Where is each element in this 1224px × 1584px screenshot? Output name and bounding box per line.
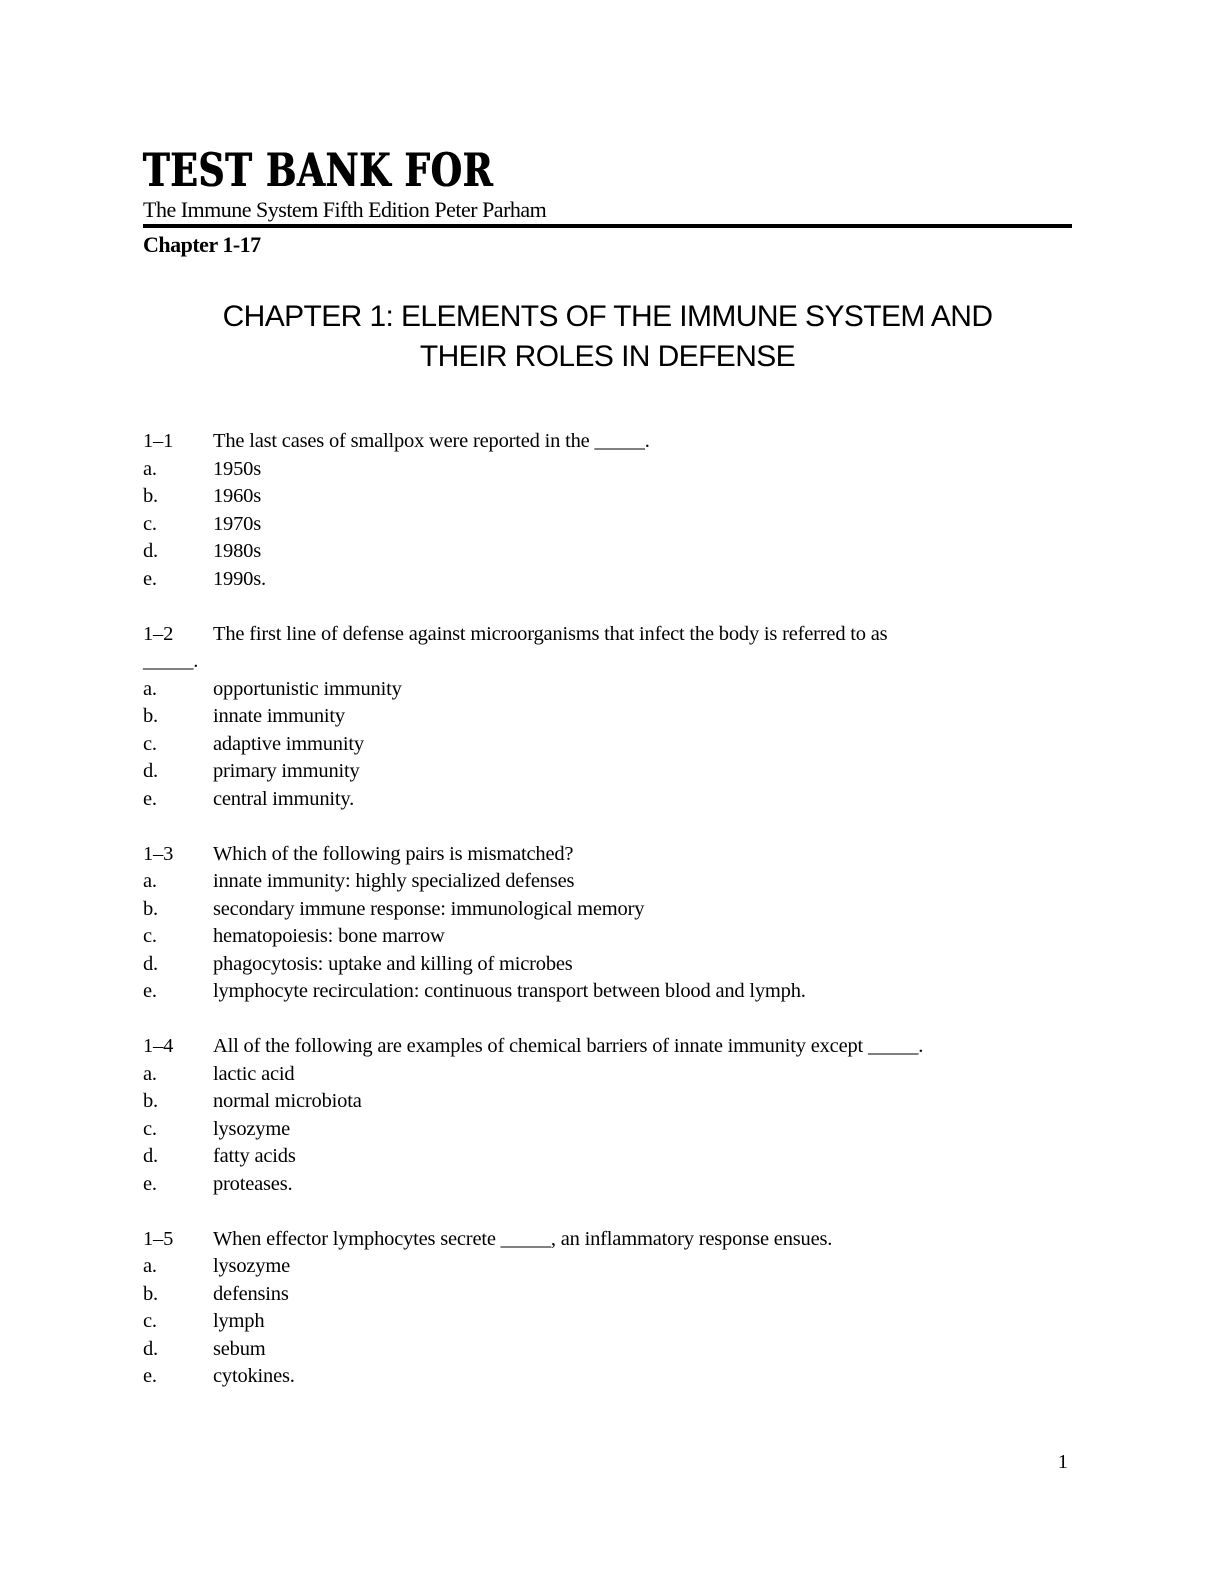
- option-row: [143, 1061, 1072, 1089]
- question-row: [143, 428, 1072, 456]
- option-row: [143, 758, 1072, 786]
- questions-list: [143, 428, 1072, 1391]
- question: [143, 841, 1072, 1006]
- option-label: a.: [143, 1062, 157, 1085]
- option-row: [143, 676, 1072, 704]
- option-row: [143, 786, 1072, 814]
- option-row: [143, 1281, 1072, 1309]
- option-label: d.: [143, 540, 158, 562]
- option-label: a.: [143, 1255, 157, 1277]
- question-text: When effector lymphocytes secrete _____, an inflammatory response ensues.: [213, 1227, 833, 1250]
- option-label: d.: [143, 760, 158, 782]
- option-row: [143, 978, 1072, 1006]
- page-content: [143, 143, 1072, 1391]
- chapter-title-line1: CHAPTER 1: ELEMENTS OF THE IMMUNE SYSTEM AND: [222, 300, 993, 333]
- option-label: e.: [143, 787, 157, 810]
- option-text: lymph: [213, 1310, 265, 1332]
- question-continuation: _____.: [143, 650, 199, 672]
- option-row: [143, 483, 1072, 511]
- option-row: [143, 1088, 1072, 1116]
- question-text: Which of the following pairs is mismatched?: [213, 842, 574, 865]
- option-label: a.: [143, 870, 157, 892]
- option-row: [143, 1143, 1072, 1171]
- option-label: b.: [143, 705, 158, 727]
- option-row: [143, 566, 1072, 594]
- page-number: 1: [1057, 1451, 1068, 1473]
- option-label: e.: [143, 980, 157, 1002]
- option-row: [143, 1253, 1072, 1281]
- option-label: b.: [143, 1090, 158, 1112]
- header-divider: [143, 224, 1072, 228]
- option-text: normal microbiota: [213, 1090, 362, 1112]
- option-row: [143, 923, 1072, 951]
- option-label: e.: [143, 1365, 157, 1387]
- option-row: [143, 538, 1072, 566]
- option-text: 1980s: [213, 540, 261, 562]
- option-label: c.: [143, 1310, 157, 1332]
- option-row: [143, 731, 1072, 759]
- question-text: The last cases of smallpox were reported in the _____.: [213, 430, 650, 452]
- option-row: [143, 511, 1072, 539]
- option-text: lysozyme: [213, 1117, 290, 1140]
- option-label: e.: [143, 1172, 157, 1195]
- option-label: d.: [143, 1145, 158, 1167]
- question-number: 1–1: [143, 430, 174, 452]
- option-text: primary immunity: [213, 760, 360, 782]
- option-row: [143, 1336, 1072, 1364]
- chapter-range: Chapter 1-17: [143, 232, 261, 257]
- book-subtitle: The Immune System Fifth Edition Peter Parham: [143, 197, 547, 222]
- question-row: [143, 841, 1072, 869]
- option-text: 1960s: [213, 485, 261, 507]
- question: [143, 621, 1072, 814]
- option-row: [143, 868, 1072, 896]
- chapter-title-line2: THEIR ROLES IN DEFENSE: [419, 340, 796, 373]
- option-row: [143, 896, 1072, 924]
- option-text: proteases.: [213, 1172, 293, 1195]
- option-row: [143, 1363, 1072, 1391]
- option-text: adaptive immunity: [213, 732, 364, 755]
- chapter-title: [143, 297, 1072, 377]
- option-text: 1990s.: [213, 567, 266, 590]
- option-text: innate immunity: highly specialized defenses: [213, 870, 575, 892]
- question-text: All of the following are examples of chemical barriers of innate immunity except _____.: [213, 1035, 924, 1057]
- option-row: [143, 951, 1072, 979]
- option-label: b.: [143, 485, 158, 507]
- option-text: hematopoiesis: bone marrow: [213, 925, 445, 947]
- question-number: 1–5: [143, 1227, 174, 1250]
- option-label: c.: [143, 732, 157, 755]
- question: [143, 1033, 1072, 1198]
- option-text: secondary immune response: immunological memory: [213, 897, 645, 920]
- option-text: fatty acids: [213, 1145, 296, 1167]
- option-text: 1970s: [213, 512, 261, 535]
- question-number: 1–4: [143, 1035, 174, 1057]
- question-text: The first line of defense against microorganisms that infect the body is referred to as: [213, 622, 888, 645]
- question-row: [143, 1226, 1072, 1254]
- option-text: innate immunity: [213, 705, 345, 727]
- option-text: lymphocyte recirculation: continuous transport between blood and lymph.: [213, 980, 806, 1002]
- option-label: d.: [143, 1337, 158, 1360]
- option-text: 1950s: [213, 457, 261, 480]
- option-label: e.: [143, 567, 157, 590]
- option-row: [143, 1116, 1072, 1144]
- option-label: a.: [143, 457, 157, 480]
- option-text: cytokines.: [213, 1365, 295, 1387]
- option-label: a.: [143, 677, 157, 700]
- question-row: [143, 1033, 1072, 1061]
- option-row: [143, 456, 1072, 484]
- option-label: d.: [143, 952, 158, 975]
- option-text: opportunistic immunity: [213, 677, 402, 700]
- option-row: [143, 1171, 1072, 1199]
- question: [143, 1226, 1072, 1391]
- question-number: 1–2: [143, 622, 174, 645]
- option-row: [143, 703, 1072, 731]
- question-number: 1–3: [143, 842, 174, 865]
- option-label: c.: [143, 925, 157, 947]
- option-label: c.: [143, 1117, 157, 1140]
- option-text: phagocytosis: uptake and killing of microbes: [213, 952, 573, 975]
- option-text: sebum: [213, 1337, 266, 1360]
- testbank-title: TEST BANK FOR: [143, 143, 494, 197]
- question: [143, 428, 1072, 593]
- option-text: lactic acid: [213, 1062, 295, 1085]
- option-label: b.: [143, 1282, 158, 1305]
- option-text: central immunity.: [213, 787, 355, 810]
- question-row: [143, 621, 1072, 649]
- option-text: defensins: [213, 1282, 289, 1305]
- option-row: [143, 1308, 1072, 1336]
- option-label: c.: [143, 512, 157, 535]
- option-label: b.: [143, 897, 158, 920]
- option-text: lysozyme: [213, 1255, 290, 1277]
